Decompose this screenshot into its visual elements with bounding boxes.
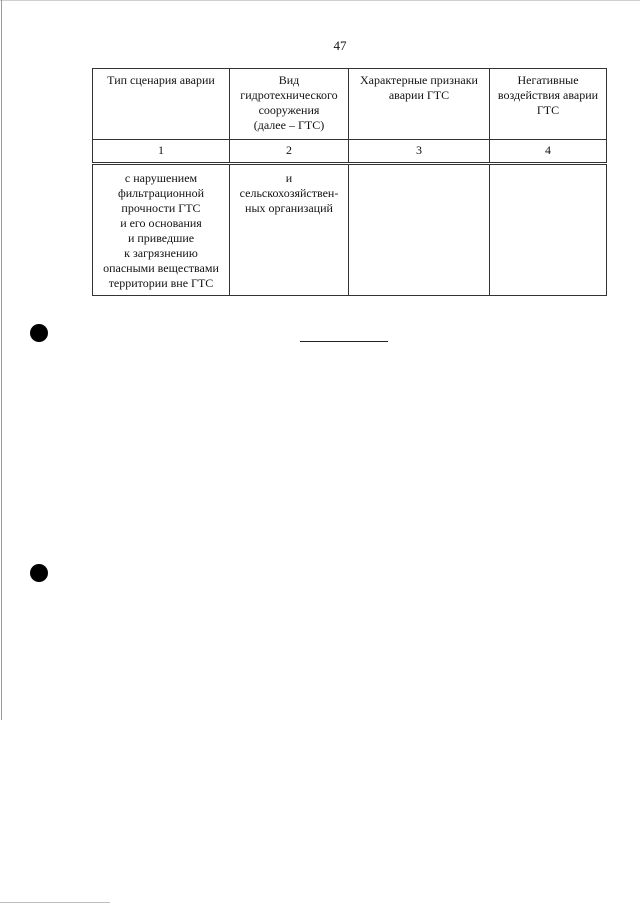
page-number: 47 xyxy=(333,38,347,53)
page-top-edge xyxy=(0,0,640,1)
table-row xyxy=(93,164,607,296)
punch-hole-mark xyxy=(30,324,48,342)
page-left-edge xyxy=(1,0,2,720)
column-number-3: 3 xyxy=(349,140,490,164)
punch-hole-mark xyxy=(30,564,48,582)
end-of-document-rule xyxy=(300,341,388,342)
page-bottom-edge xyxy=(0,902,110,903)
column-number-row xyxy=(93,140,607,164)
scenario-table xyxy=(92,68,607,296)
header-negative-impacts: Негативные воздействия аварии ГТС xyxy=(490,69,607,140)
column-number-4: 4 xyxy=(490,140,607,164)
table-header-row xyxy=(93,69,607,140)
header-scenario-type: Тип сценария аварии xyxy=(93,69,230,140)
cell-structure-type: и сельскохозяйствен- ных организаций xyxy=(230,164,349,296)
cell-negative-impacts xyxy=(490,164,607,296)
header-structure-type: Вид гидротехнического сооружения (далее – ГТС) xyxy=(230,69,349,140)
header-characteristic-signs: Характерные признаки аварии ГТС xyxy=(349,69,490,140)
cell-characteristic-signs xyxy=(349,164,490,296)
column-number-2: 2 xyxy=(230,140,349,164)
cell-scenario-type: с нарушением фильтрационной прочности ГТС и его основания и приведшие к загрязнению опасными веществами территории вне ГТС xyxy=(93,164,230,296)
column-number-1: 1 xyxy=(93,140,230,164)
